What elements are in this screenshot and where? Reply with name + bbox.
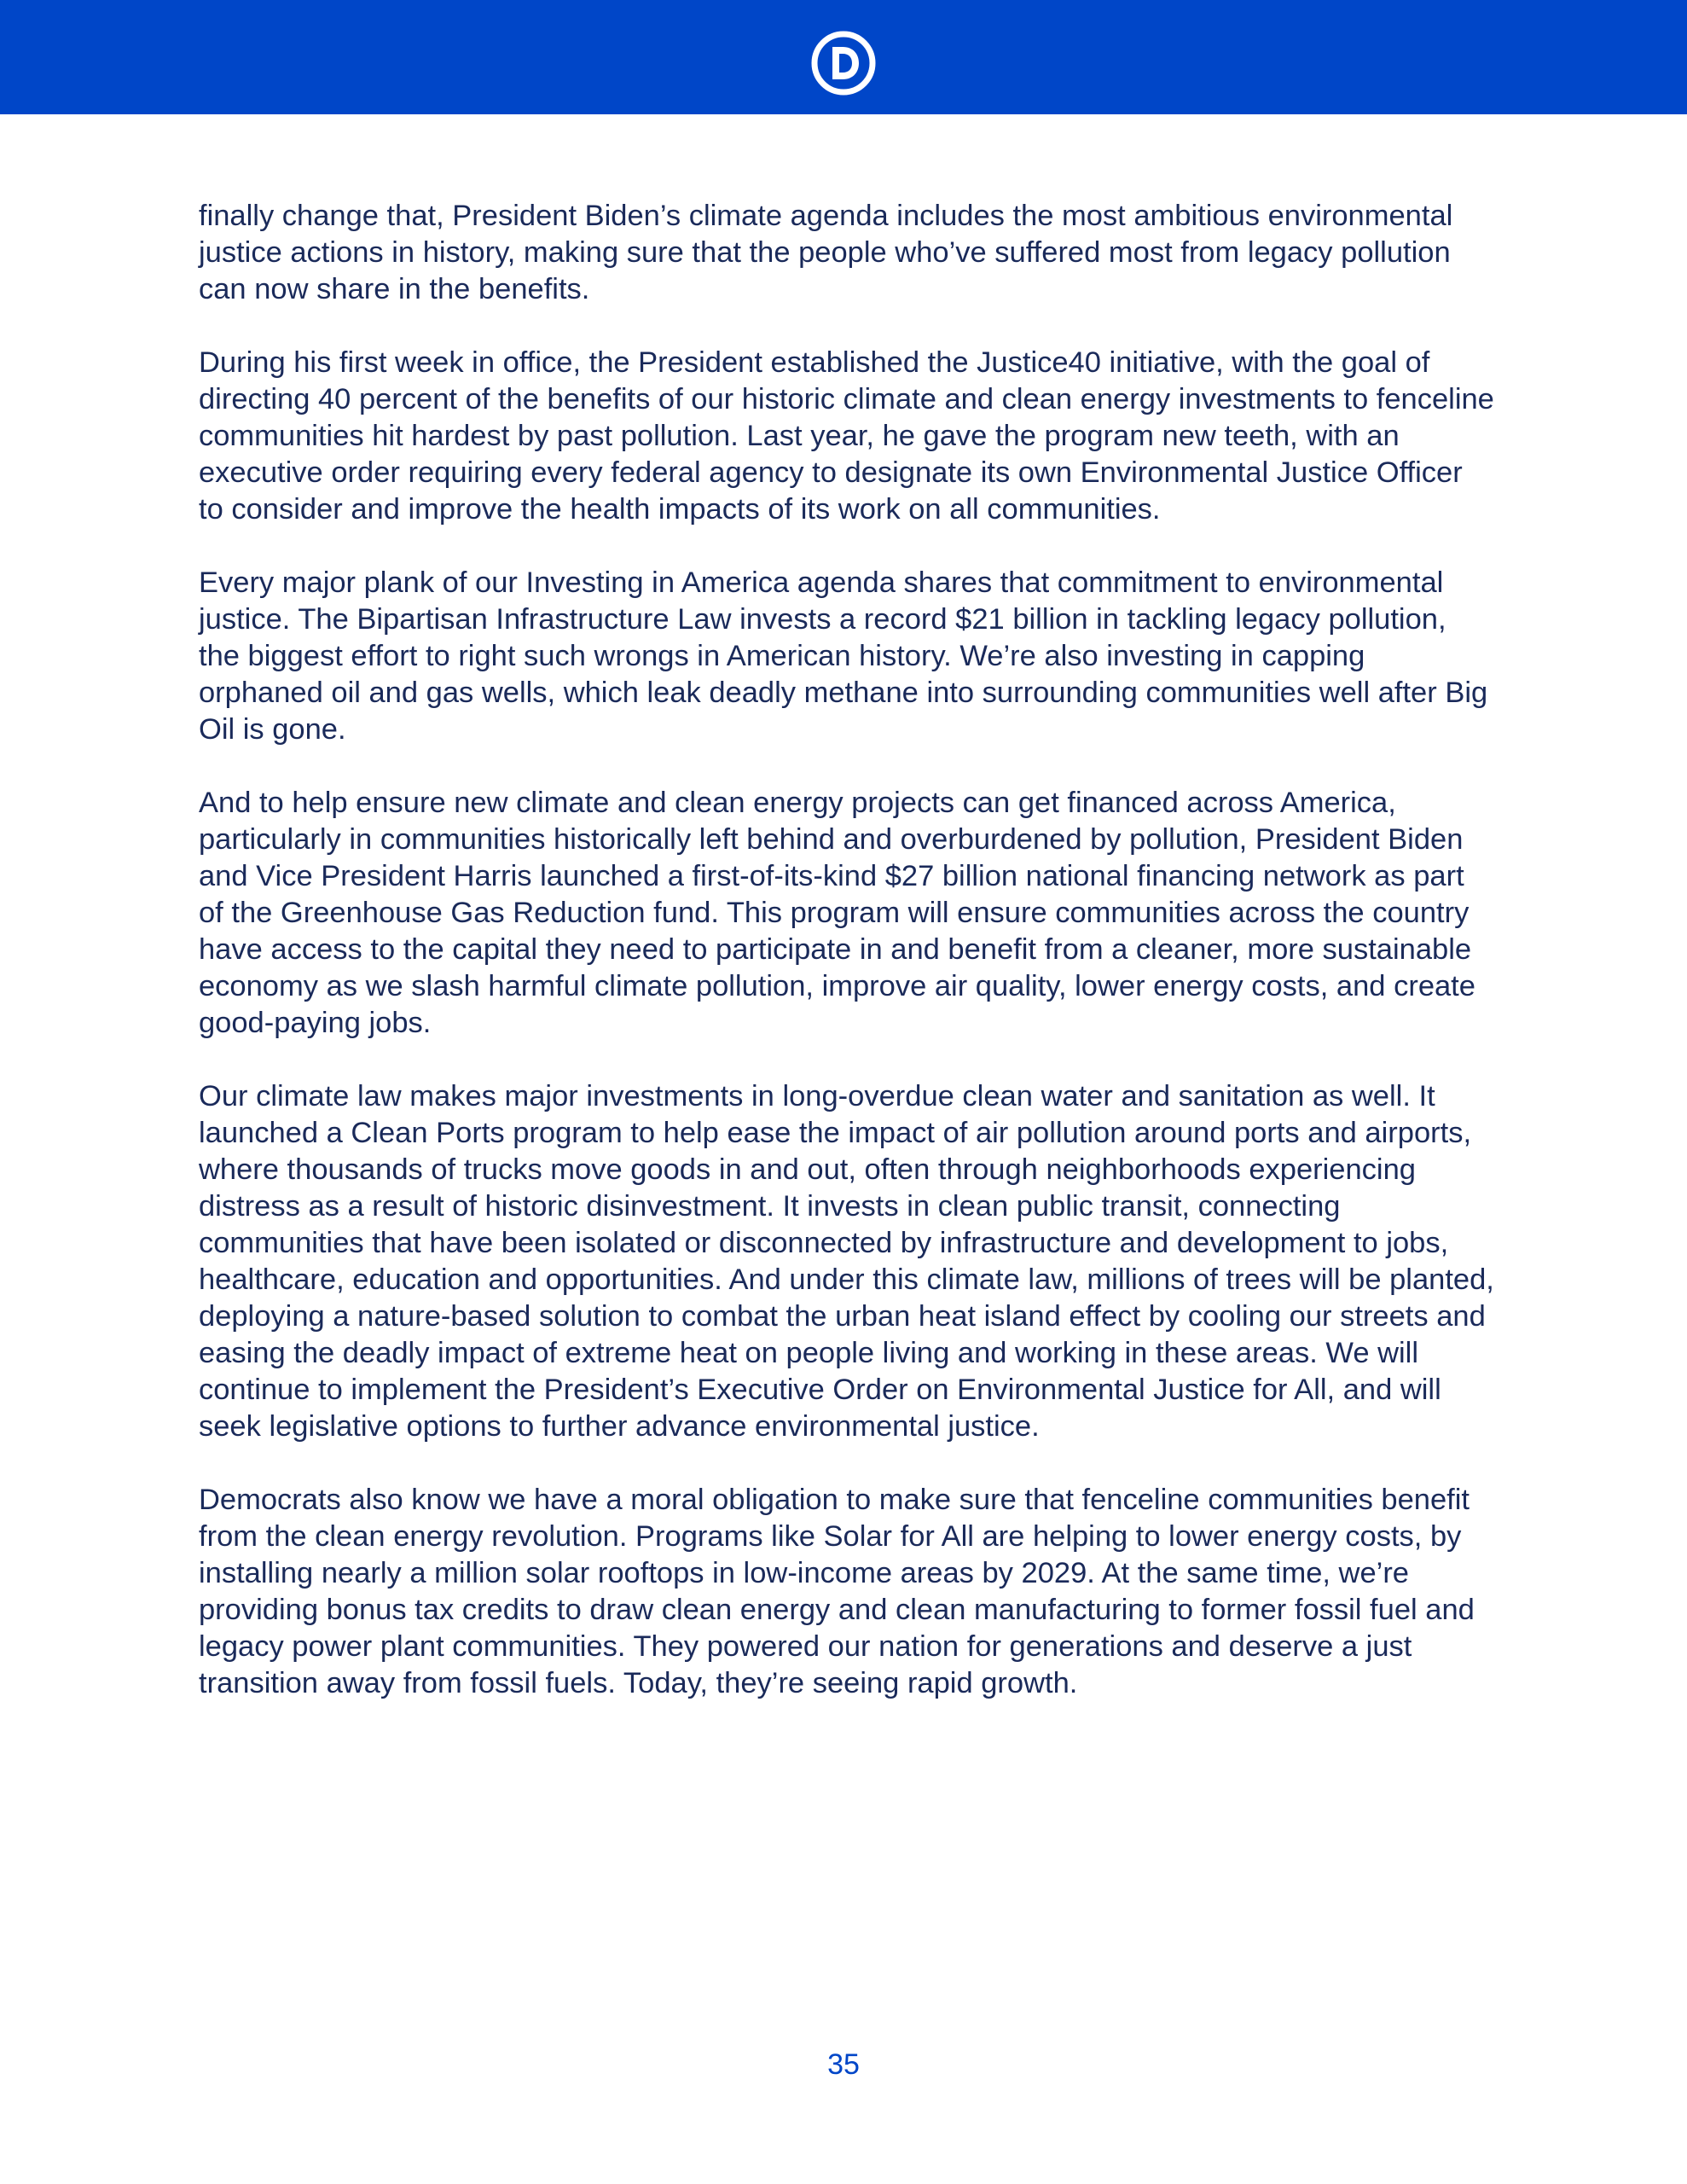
paragraph: Our climate law makes major investments in long-overdue clean water and sanitation as well. It launched a Clean Ports program to help ease the impact of air pollution around ports and airports, where thousands of trucks move goods in and out, often through neighborhoods experiencing distress as a result of historic disinvestment. It invests in clean public transit, connecting communities that have been isolated or disconnected by infrastructure and development to jobs, healthcare, education and opportunities. And under this climate law, millions of trees will be planted, deploying a nature-based solution to combat the urban heat island effect by cooling our streets and easing the deadly impact of extreme heat on people living and working in these areas. We will continue to implement the President’s Executive Order on Environmental Justice for All, and will seek legislative options to further advance environmental justice. [199, 1080, 1494, 1443]
body-text [199, 198, 1495, 1739]
paragraph: And to help ensure new climate and clean energy projects can get financed across America, particularly in communities historically left behind and overburdened by pollution, President Biden and Vice President Harris launched a first-of-its-kind $27 billion national financing network as part of the Greenhouse Gas Reduction fund. This program will ensure communities across the country have access to the capital they need to participate in and benefit from a cleaner, more sustainable economy as we slash harmful climate pollution, improve air quality, lower energy costs, and create good-paying jobs. [199, 787, 1475, 1039]
paragraph: finally change that, President Biden’s climate agenda includes the most ambitious environmental justice actions in history, making sure that the people who’ve suffered most from legacy pollution can now share in the benefits. [199, 200, 1453, 305]
paragraph: Democrats also know we have a moral obligation to make sure that fenceline communities benefit from the clean energy revolution. Programs like Solar for All are helping to lower energy costs, by installing nearly a million solar rooftops in low-income areas by 2029. At the same time, we’re providing bonus tax credits to draw clean energy and clean manufacturing to former fossil fuel and legacy power plant communities. They powered our nation for generations and deserve a just transition away from fossil fuels. Today, they’re seeing rapid growth. [199, 1484, 1475, 1699]
page-number: 35 [827, 2048, 860, 2081]
header-bar [0, 0, 1687, 114]
paragraph: Every major plank of our Investing in America agenda shares that commitment to environmental justice. The Bipartisan Infrastructure Law invests a record $21 billion in tackling legacy pollution, the biggest effort to right such wrongs in American history. We’re also investing in capping orphaned oil and gas wells, which leak deadly methane into surrounding communities well after Big Oil is gone. [199, 566, 1488, 746]
democratic-d-logo-icon [811, 31, 876, 96]
paragraph: During his first week in office, the President established the Justice40 initiative, with the goal of directing 40 percent of the benefits of our historic climate and clean energy investments to fenceline communities hit hardest by past pollution. Last year, he gave the program new teeth, with an executive order requiring every federal agency to designate its own Environmental Justice Officer to consider and improve the health impacts of its work on all communities. [199, 346, 1494, 526]
